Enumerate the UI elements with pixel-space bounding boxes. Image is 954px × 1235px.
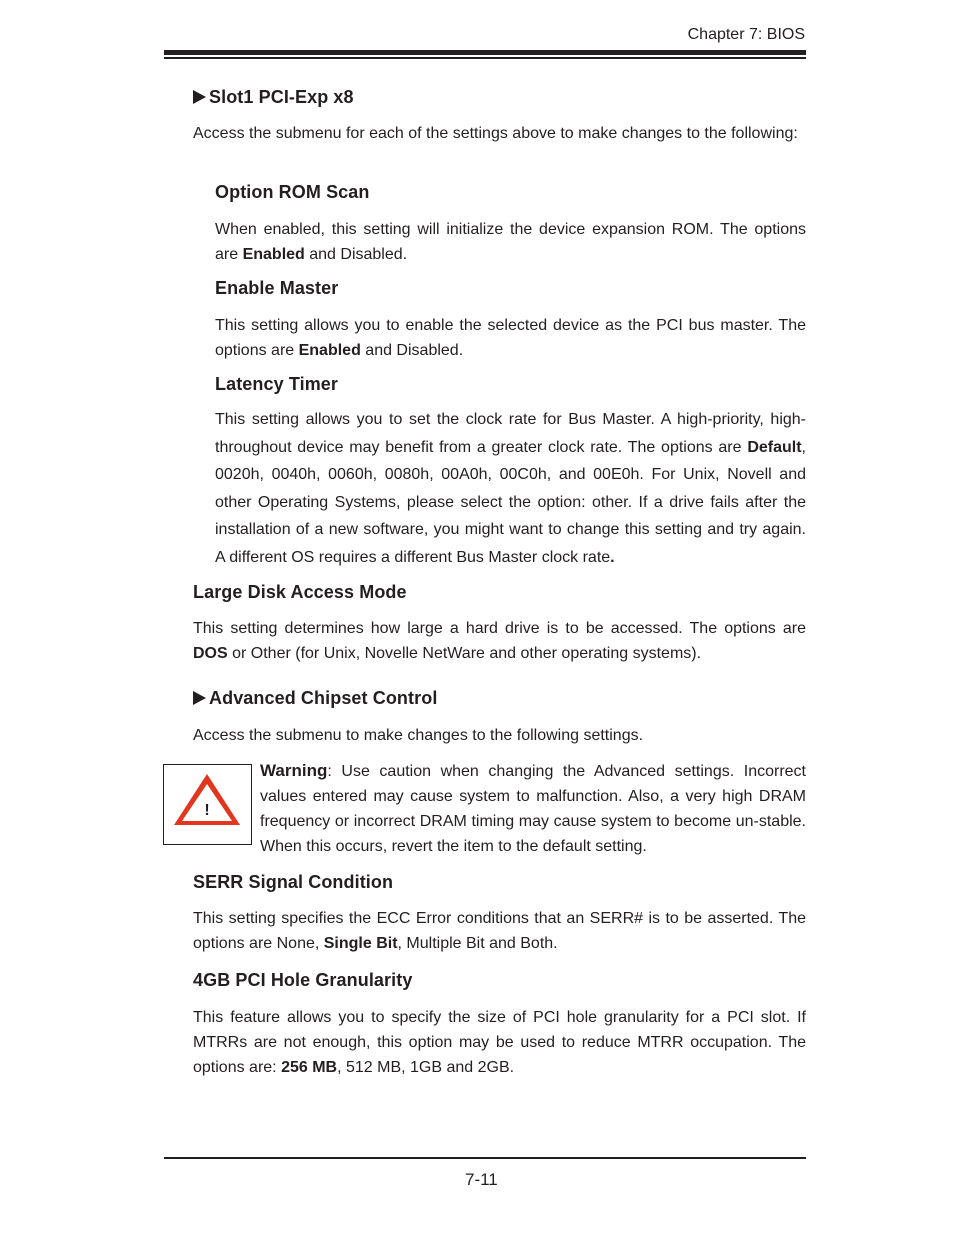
large-disk-default: DOS <box>193 645 228 662</box>
slot1-description: Access the submenu for each of the settings above to make changes to the following: <box>193 125 798 142</box>
warning-exclamation: ! <box>204 802 210 819</box>
large-disk-title: Large Disk Access Mode <box>193 582 407 602</box>
warning-triangle-icon <box>164 765 250 843</box>
large-disk-description <box>193 616 806 666</box>
serr-text-a: This setting specifies the ECC Error conditions that an SERR# is to be asserted. The options are None, <box>193 910 806 952</box>
enable-master-text-b: and Disabled. <box>360 342 464 359</box>
latency-text-b: , 0020h, 0040h, 0060h, 0080h, 00A0h, 00C0h, and 00E0h. For Unix, Novell and other Operating Systems, please select the option: other. If a drive fails after the installation of a new software, you might want to change this setting and try again. A different OS requires a different Bus Master clock rate <box>215 438 806 566</box>
warning-icon-box <box>163 764 252 845</box>
triangle-right-icon <box>193 90 206 104</box>
option-rom-description <box>215 217 806 267</box>
pci-hole-description <box>193 1005 806 1080</box>
pci-hole-text-b: , 512 MB, 1GB and 2GB. <box>337 1059 515 1076</box>
section-title-adv-chipset <box>193 688 437 709</box>
adv-chipset-title-text: Advanced Chipset Control <box>209 688 438 708</box>
triangle-right-icon <box>193 691 206 705</box>
pci-hole-default: 256 MB <box>281 1059 338 1076</box>
enable-master-description <box>215 313 806 363</box>
footer-rule <box>164 1157 806 1159</box>
enable-master-text-a: This setting allows you to enable the selected device as the PCI bus master. The options are <box>215 317 806 359</box>
slot1-title-text: Slot1 PCI-Exp x8 <box>209 87 354 107</box>
large-disk-text-b: or Other (for Unix, Novelle NetWare and other operating systems). <box>227 645 702 662</box>
pci-hole-title: 4GB PCI Hole Granularity <box>193 970 413 990</box>
warning-label: Warning <box>260 761 328 780</box>
serr-text-b: , Multiple Bit and Both. <box>397 935 558 952</box>
warning-text <box>260 758 806 859</box>
serr-description <box>193 906 806 956</box>
serr-title: SERR Signal Condition <box>193 872 394 892</box>
latency-timer-description <box>215 406 806 571</box>
large-disk-text-a: This setting determines how large a hard drive is to be accessed. The options are <box>193 620 806 637</box>
serr-default: Single Bit <box>323 935 398 952</box>
warning-body: : Use caution when changing the Advanced settings. Incorrect values entered may cause system to malfunction. Also, a very high DRAM frequency or incorrect DRAM timing may cause system to become un-stable. When this occurs, revert the item to the default setting. <box>260 763 806 855</box>
latency-default: Default <box>747 438 802 456</box>
latency-end-period: . <box>610 548 615 566</box>
enable-master-title: Enable Master <box>215 278 339 298</box>
pci-hole-text-a: This feature allows you to specify the size of PCI hole granularity for a PCI slot. If MTRRs are not enough, this option may be used to reduce MTRR occupation. The options are: <box>193 1009 806 1076</box>
header-rule <box>164 50 806 55</box>
option-rom-text-a: When enabled, this setting will initialize the device expansion ROM. The options are <box>215 221 806 263</box>
option-rom-title: Option ROM Scan <box>215 182 370 202</box>
chapter-header: Chapter 7: BIOS <box>687 26 805 43</box>
option-rom-default: Enabled <box>242 246 305 263</box>
header-rule-thin <box>164 57 806 59</box>
page-number: 7-11 <box>465 1170 498 1189</box>
adv-chipset-description: Access the submenu to make changes to the following settings. <box>193 727 644 744</box>
section-title-slot1 <box>193 87 354 108</box>
latency-timer-title: Latency Timer <box>215 374 339 394</box>
enable-master-default: Enabled <box>298 342 361 359</box>
latency-text-a: This setting allows you to set the clock rate for Bus Master. A high-priority, high-throughout device may benefit from a greater clock rate. The options are <box>215 411 806 456</box>
option-rom-text-b: and Disabled. <box>304 246 408 263</box>
